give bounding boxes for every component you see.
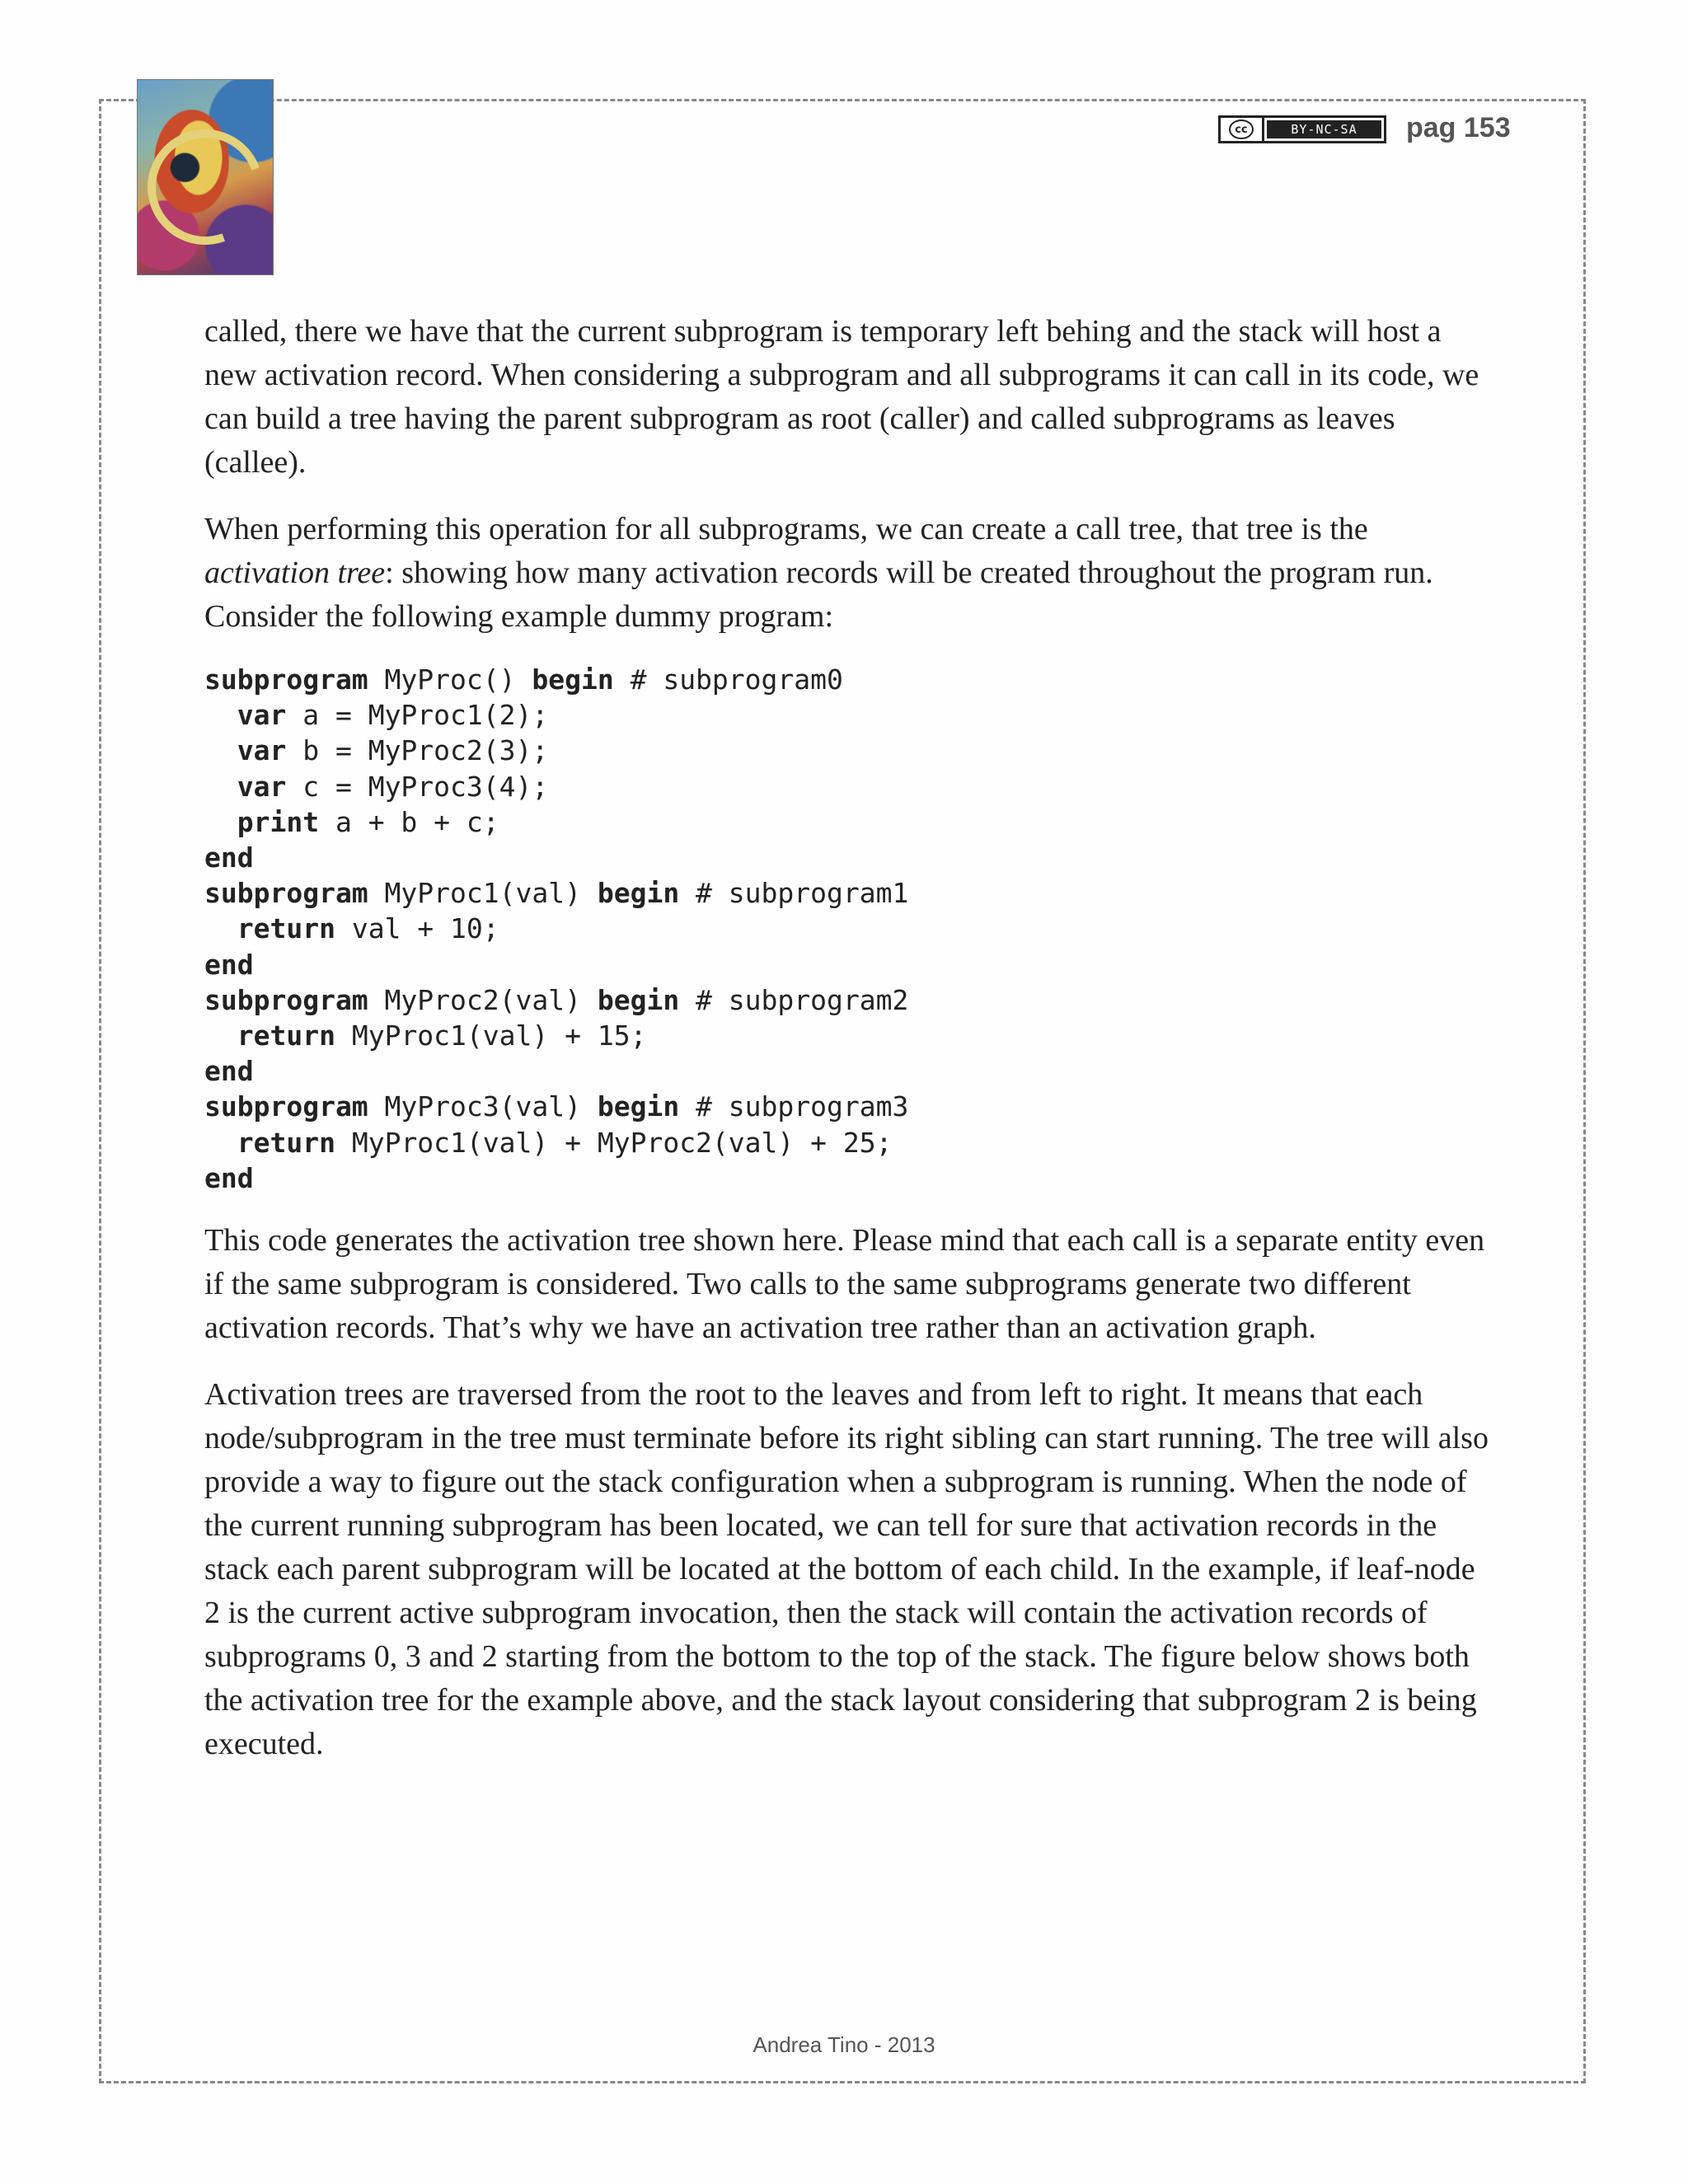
code-line: var a = MyProc1(2);: [237, 699, 549, 732]
license-badge: [1218, 115, 1386, 143]
code-keyword: return: [237, 1019, 335, 1052]
cc-icon: cc: [1221, 118, 1264, 141]
code-line: [204, 947, 1498, 982]
code-keyword: end: [204, 841, 254, 874]
paragraph-2: When performing this operation for all subprograms, we can create a call tree, that tree is the activation tree: showing how many activation records will be created throughout the program run. Consider the following example dummy program:: [204, 512, 1433, 634]
code-keyword: print: [237, 805, 320, 838]
license-terms: BY-NC-SA: [1267, 120, 1381, 138]
code-line: return MyProc1(val) + 15;: [237, 1019, 647, 1052]
code-line: print a + b + c;: [237, 805, 499, 838]
code-keyword: begin: [597, 877, 680, 910]
code-keyword: var: [237, 770, 287, 803]
code-keyword: subprogram: [204, 877, 368, 910]
footer-author: Andrea Tino - 2013: [753, 2032, 935, 2057]
book-cover-image: [137, 79, 274, 275]
paragraph-3: This code generates the activation tree shown here. Please mind that each call is a separate entity even if the same subprogram is considered. Two calls to the same subprograms generate two different activation records. That’s why we have an activation tree rather than an activation graph.: [204, 1223, 1485, 1346]
code-keyword: return: [237, 1126, 335, 1159]
paragraph-1: called, there we have that the current subprogram is temporary left behing and the stack will host a new activation record. When considering a subprogram and all subprograms it can call in its code, we can build a tree having the parent subprogram as root (caller) and called subprograms as leaves (callee).: [204, 314, 1479, 480]
code-line: [204, 840, 1498, 875]
code-keyword: var: [237, 699, 287, 732]
code-line: subprogram MyProc2(val) begin # subprogram2: [204, 983, 909, 1016]
code-block: [204, 662, 1498, 1196]
code-keyword: begin: [532, 663, 614, 696]
code-keyword: subprogram: [204, 983, 368, 1016]
code-line: return MyProc1(val) + MyProc2(val) + 25;: [237, 1126, 893, 1159]
code-keyword: begin: [597, 983, 680, 1016]
code-keyword: end: [204, 1161, 254, 1194]
paragraph-4: Activation trees are traversed from the root to the leaves and from left to right. It means that each node/subprogram in the tree must terminate before its right sibling can start running. The tree will also provide a way to figure out the stack configuration when a subprogram is running. When the node of the current running subprogram has been located, we can tell for sure that activation records in the stack each parent subprogram will be located at the bottom of each child. In the example, if leaf-node 2 is the current active subprogram invocation, then the stack will contain the activation records of subprograms 0, 3 and 2 starting from the bottom to the top of the stack. The figure below shows both the activation tree for the example above, and the stack layout considering that subprogram 2 is being executed.: [204, 1377, 1489, 1762]
activation-tree-term: activation tree: [204, 555, 386, 590]
code-line: return val + 10;: [237, 912, 499, 945]
code-keyword: var: [237, 734, 287, 767]
code-line: subprogram MyProc3(val) begin # subprogram3: [204, 1090, 909, 1123]
code-keyword: end: [204, 948, 254, 981]
main-content: [204, 310, 1498, 1789]
code-keyword: subprogram: [204, 663, 368, 696]
code-keyword: return: [237, 912, 335, 945]
code-line: [204, 1053, 1498, 1089]
code-line: var c = MyProc3(4);: [237, 770, 549, 803]
code-line: subprogram MyProc1(val) begin # subprogram1: [204, 877, 909, 910]
code-line: subprogram MyProc() begin # subprogram0: [204, 663, 843, 696]
page-number: pag 153: [1406, 112, 1511, 143]
code-keyword: begin: [597, 1090, 680, 1123]
code-line: [204, 1160, 1498, 1196]
code-keyword: end: [204, 1055, 254, 1088]
code-line: var b = MyProc2(3);: [237, 734, 549, 767]
code-keyword: subprogram: [204, 1090, 368, 1123]
